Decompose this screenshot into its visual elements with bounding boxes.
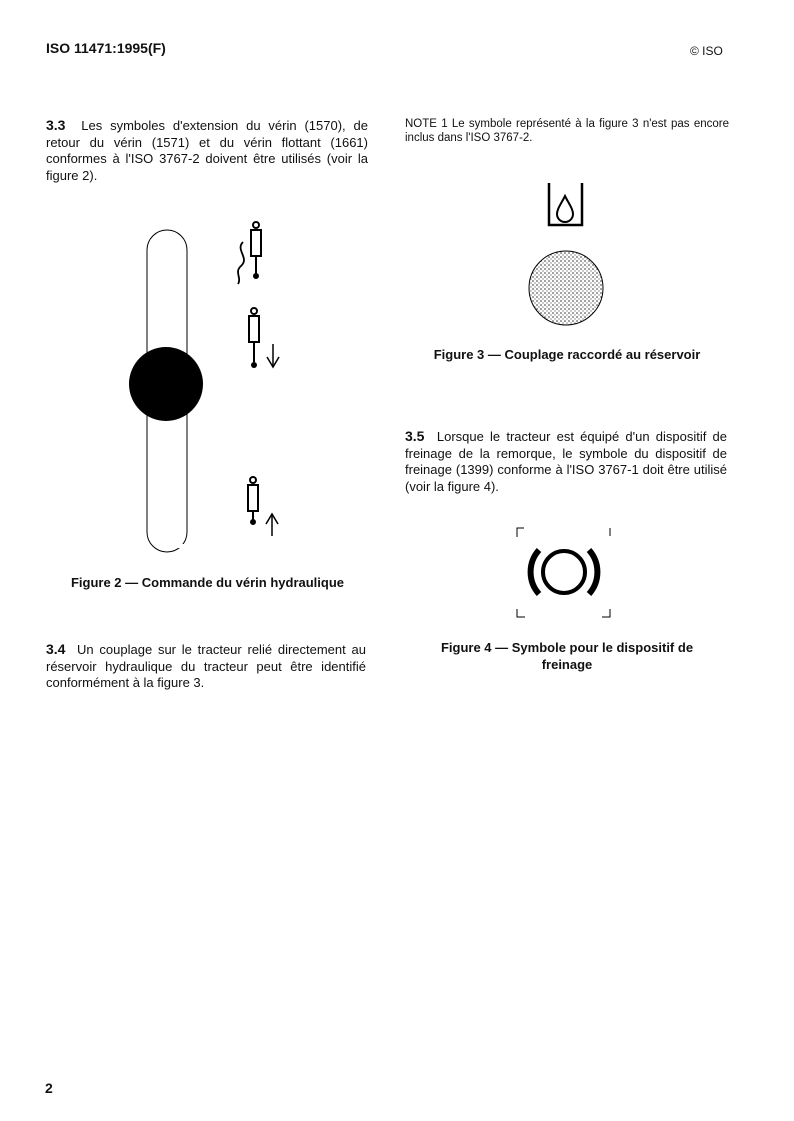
lever-knob xyxy=(129,347,203,421)
section-text: Un couplage sur le tracteur relié directement au réservoir hydraulique du tracteur peut être identifié conformément à la figure 3. xyxy=(46,642,366,690)
figure-3-reservoir-coupling xyxy=(520,180,620,330)
section-3-4 xyxy=(46,641,366,692)
cylinder-retract-icon xyxy=(249,308,259,368)
section-number: 3.4 xyxy=(46,641,66,657)
section-number: 3.3 xyxy=(46,117,66,133)
slot-gap xyxy=(178,544,184,548)
figure-2-caption: Figure 2 — Commande du vérin hydraulique xyxy=(70,575,345,590)
figure-4-caption-line-2: freinage xyxy=(541,657,593,672)
coupling-circle xyxy=(529,251,603,325)
section-number: 3.5 xyxy=(405,428,425,444)
copyright-mark: © ISO xyxy=(690,44,723,58)
figure-2-hydraulic-control xyxy=(120,210,320,570)
arrow-up-icon xyxy=(266,514,278,536)
standard-reference: ISO 11471:1995(F) xyxy=(46,40,166,56)
figure-4-caption-line-1: Figure 4 — Symbole pour le dispositif de xyxy=(440,640,694,655)
figure-4-caption xyxy=(405,639,729,673)
reservoir-icon xyxy=(549,183,582,225)
page-number: 2 xyxy=(45,1080,53,1096)
cylinder-float-icon xyxy=(238,222,261,284)
section-3-3 xyxy=(46,117,368,184)
cylinder-extend-icon xyxy=(248,477,258,525)
section-text: Les symboles d'extension du vérin (1570), de retour du vérin (1571) et du vérin flottant (1661) conformes à l'ISO 3767-2 doivent être utilisés (voir la figure 2). xyxy=(46,118,369,183)
note-1: NOTE 1 Le symbole représenté à la figure 3 n'est pas encore inclus dans l'ISO 3767-2. xyxy=(405,118,729,144)
section-3-5 xyxy=(405,428,727,495)
brake-icon xyxy=(531,550,598,594)
figure-3-caption: Figure 3 — Couplage raccordé au réservoir xyxy=(433,347,701,362)
figure-4-brake-symbol xyxy=(515,525,615,620)
arrow-down-icon xyxy=(267,344,279,367)
section-text: Lorsque le tracteur est équipé d'un dispositif de freinage de la remorque, le symbole du dispositif de freinage (1399) conforme à l'ISO 3767-1 doit être utilisé (voir la figure 4). xyxy=(405,429,727,494)
